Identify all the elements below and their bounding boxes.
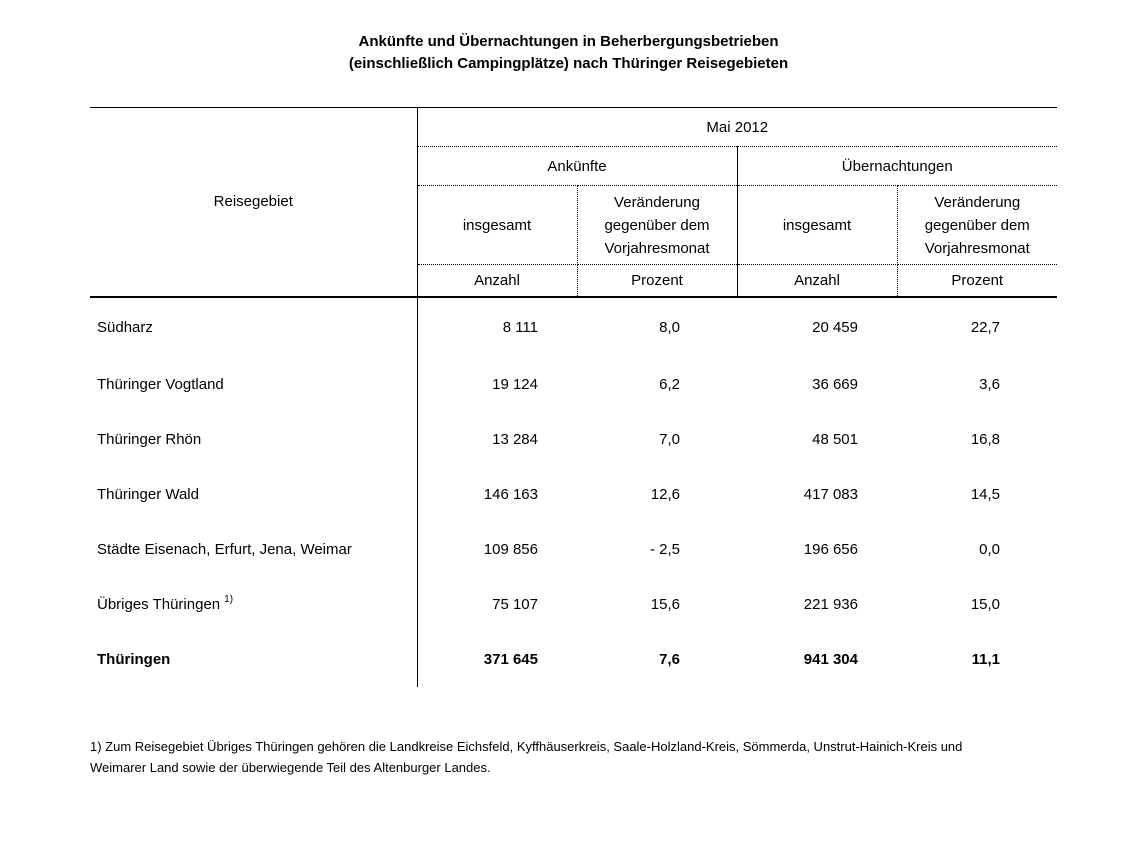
region-cell: Südharz (90, 297, 417, 357)
overnights-change-cell: 0,0 (979, 540, 1001, 558)
arrivals-total-cell: 13 284 (492, 430, 538, 448)
overnights-change-header: Veränderung gegenüber dem Vorjahresmonat (897, 186, 1057, 265)
unit-count-overnights: Anzahl (737, 265, 897, 297)
unit-percent-arrivals: Prozent (577, 265, 737, 297)
overnights-change-cell: 11,1 (971, 650, 1001, 668)
header-row-period (90, 108, 1057, 147)
arrivals-change-cell: - 2,5 (649, 540, 680, 558)
arrivals-change-cell: 6,2 (659, 375, 680, 393)
region-cell (90, 577, 417, 632)
overnights-total-cell: 417 083 (803, 485, 858, 503)
table-row (90, 522, 1057, 577)
arrivals-total-cell: 371 645 (483, 650, 538, 668)
statistics-table (90, 107, 1057, 687)
overnights-total-header: insgesamt (737, 186, 897, 265)
arrivals-total-cell: 19 124 (492, 375, 538, 393)
overnights-total-cell: 36 669 (812, 375, 858, 393)
unit-percent-overnights: Prozent (897, 265, 1057, 297)
arrivals-group-header: Ankünfte (417, 147, 737, 186)
overnights-total-cell: 221 936 (803, 595, 858, 613)
arrivals-change-cell: 12,6 (650, 485, 680, 503)
footnote-line-2: Weimarer Land sowie der überwiegende Teil des Altenburger Landes. (90, 760, 491, 775)
table-row (90, 297, 1057, 357)
title-line-1: Ankünfte und Übernachtungen in Beherbergungsbetrieben (358, 33, 779, 50)
table-row-total (90, 632, 1057, 687)
table-row (90, 467, 1057, 522)
table-row (90, 357, 1057, 412)
table-row (90, 412, 1057, 467)
unit-count-arrivals: Anzahl (417, 265, 577, 297)
period-header: Mai 2012 (417, 108, 1057, 147)
title-line-2: (einschließlich Campingplätze) nach Thüringer Reisegebieten (348, 55, 789, 72)
arrivals-total-cell: 109 856 (483, 540, 538, 558)
region-label: Übriges Thüringen (97, 596, 221, 613)
arrivals-change-header: Veränderung gegenüber dem Vorjahresmonat (577, 186, 737, 265)
region-column-header: Reisegebiet (90, 108, 417, 297)
document-title (0, 31, 1137, 75)
overnights-total-cell: 196 656 (803, 540, 858, 558)
region-cell: Thüringer Rhön (90, 412, 417, 467)
arrivals-total-cell: 146 163 (483, 485, 538, 503)
region-cell: Thüringer Vogtland (90, 357, 417, 412)
footnote-marker: 1) (224, 594, 234, 605)
arrivals-change-cell: 7,6 (659, 650, 680, 668)
footnote (90, 736, 1050, 778)
arrivals-total-cell: 8 111 (502, 318, 538, 336)
overnights-total-cell: 941 304 (803, 650, 858, 668)
overnights-change-cell: 22,7 (970, 318, 1001, 336)
table-row (90, 577, 1057, 632)
arrivals-total-header: insgesamt (417, 186, 577, 265)
arrivals-change-cell: 15,6 (650, 595, 680, 613)
arrivals-change-cell: 7,0 (659, 430, 680, 448)
region-cell: Thüringer Wald (90, 467, 417, 522)
arrivals-total-cell: 75 107 (492, 595, 538, 613)
region-cell: Thüringen (90, 632, 417, 687)
overnights-group-header: Übernachtungen (737, 147, 1057, 186)
overnights-change-cell: 14,5 (970, 485, 1001, 503)
overnights-change-cell: 16,8 (970, 430, 1001, 448)
overnights-change-cell: 3,6 (979, 375, 1001, 393)
overnights-change-cell: 15,0 (970, 595, 1001, 613)
arrivals-change-cell: 8,0 (659, 318, 680, 336)
overnights-total-cell: 20 459 (812, 318, 858, 336)
footnote-line-1: 1) Zum Reisegebiet Übriges Thüringen gehören die Landkreise Eichsfeld, Kyffhäuserkreis, Saale-Holzland-Kreis, Sömmerda, Unstrut-Hainich-Kreis und (90, 739, 963, 754)
overnights-total-cell: 48 501 (812, 430, 858, 448)
region-cell: Städte Eisenach, Erfurt, Jena, Weimar (90, 522, 417, 577)
